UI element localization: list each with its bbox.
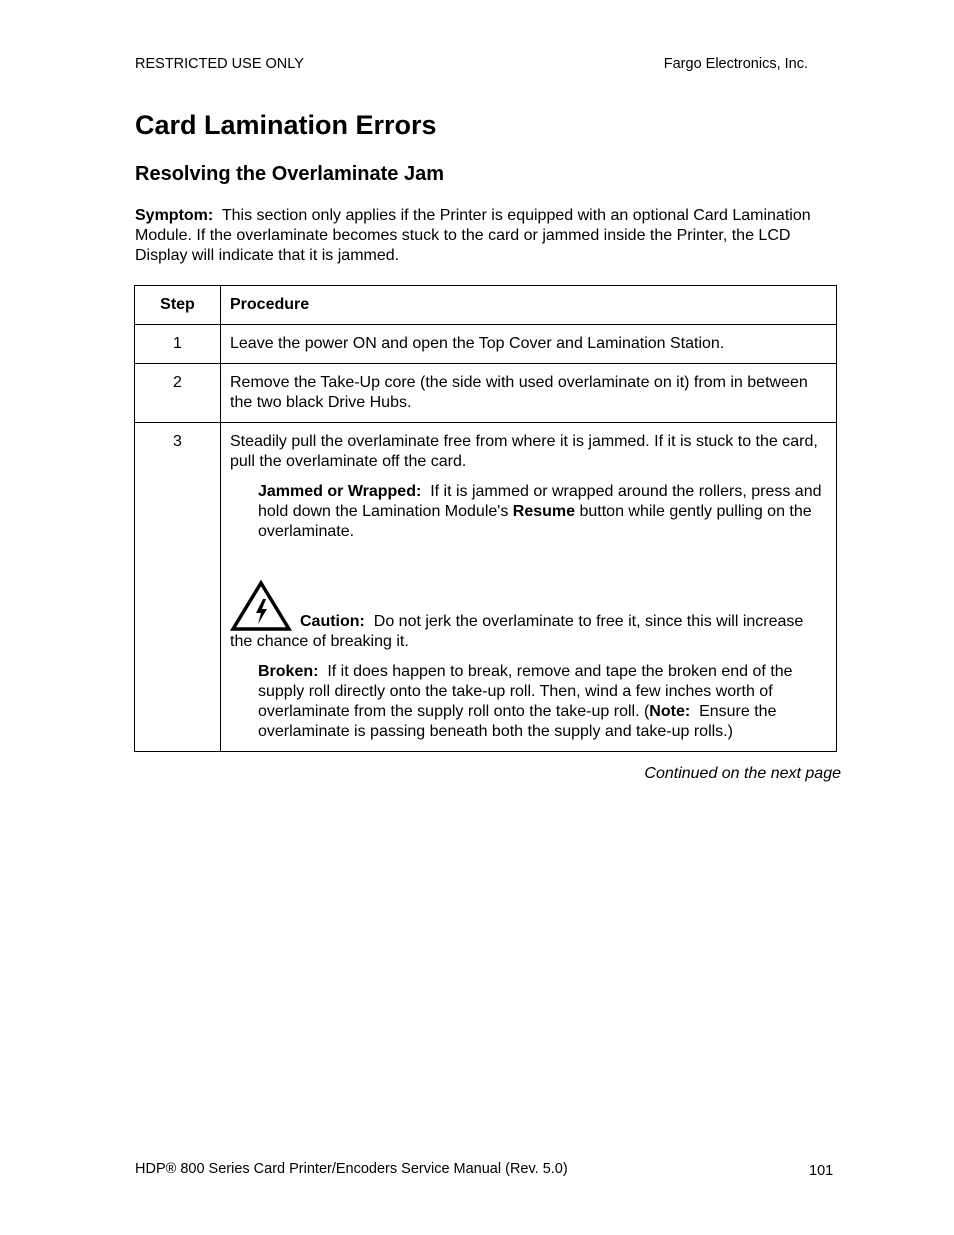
procedure-text: Remove the Take-Up core (the side with used overlaminate on it) from in between the two black Drive Hubs. — [221, 364, 837, 423]
symptom-label: Symptom: — [135, 207, 214, 224]
jammed-text-after: button while gently pulling on the overlaminate. — [258, 503, 812, 540]
procedure-column-header: Procedure — [221, 286, 837, 325]
page-number: 101 — [809, 1163, 834, 1179]
table-row — [135, 364, 837, 423]
continued-note: Continued on the next page — [644, 765, 841, 782]
jammed-label: Jammed or Wrapped: — [258, 483, 422, 500]
table-header-row — [135, 286, 837, 325]
electrical-hazard-warning-icon — [230, 580, 292, 632]
broken-label: Broken: — [258, 663, 319, 680]
header-left: RESTRICTED USE ONLY — [135, 56, 304, 72]
header-right: Fargo Electronics, Inc. — [663, 56, 808, 72]
jammed-note — [258, 482, 828, 542]
broken-text-before: If it does happen to break, remove and tape the broken end of the supply roll directly onto the take-up roll. Then, wind a few inches worth of overlaminate from the supply roll onto the take-up roll. ( — [258, 663, 793, 720]
procedure-text: Steadily pull the overlaminate free from where it is jammed. If it is stuck to the card, pull the overlaminate off the card. — [230, 433, 818, 470]
caution-text: Do not jerk the overlaminate to free it, since this will increase the chance of breaking it. — [230, 613, 804, 650]
procedure-cell — [221, 423, 837, 752]
footer-manual-title: HDP® 800 Series Card Printer/Encoders Service Manual (Rev. 5.0) — [135, 1161, 568, 1177]
symptom-text: This section only applies if the Printer is equipped with an optional Card Lamination Module. If the overlaminate becomes stuck to the card or jammed inside the Printer, the LCD Display will indicate that it is jammed. — [135, 207, 811, 264]
note-label: Note: — [649, 703, 691, 720]
step-number: 2 — [135, 364, 221, 423]
jammed-text-before: If it is jammed or wrapped around the rollers, press and hold down the Lamination Module's — [258, 483, 822, 520]
caution-note — [230, 580, 828, 652]
procedure-table — [134, 285, 837, 752]
section-title: Resolving the Overlaminate Jam — [135, 163, 445, 185]
page-title: Card Lamination Errors — [135, 110, 437, 140]
table-row — [135, 423, 837, 752]
procedure-text: Leave the power ON and open the Top Cover and Lamination Station. — [221, 325, 837, 364]
step-number: 1 — [135, 325, 221, 364]
symptom-paragraph — [135, 206, 825, 266]
broken-note — [258, 662, 828, 742]
broken-text-after: Ensure the overlaminate is passing beneath both the supply and take-up rolls.) — [258, 703, 777, 740]
step-number: 3 — [135, 423, 221, 752]
caution-label: Caution: — [300, 613, 365, 630]
resume-label: Resume — [512, 503, 576, 520]
table-row — [135, 325, 837, 364]
step-column-header: Step — [135, 286, 221, 325]
